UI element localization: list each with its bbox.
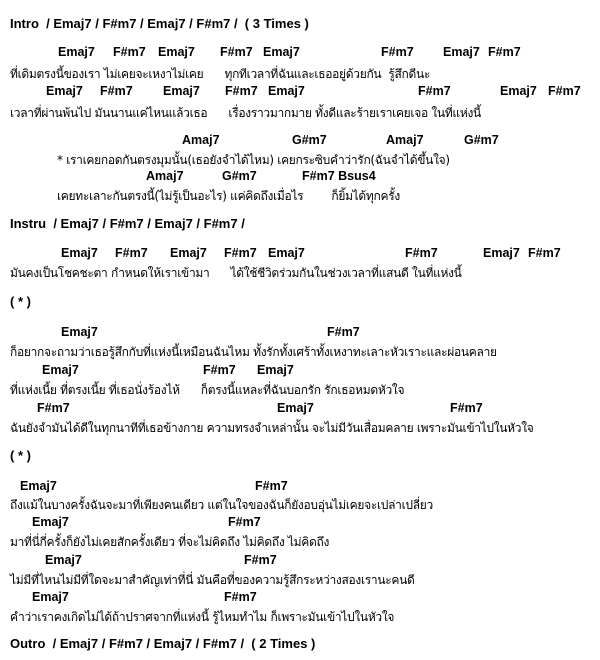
lyric-line: ไม่มีที่ไหนไม่มีที่ใดจะมาสำคัญเท่าที่นี่ มันคือที่ของความรู้สึกระหว่างสองเรานะคนดี [10, 573, 415, 587]
chord: F#m7 [37, 401, 70, 415]
chord: F#m7 [225, 84, 258, 98]
chord: Emaj7 [268, 246, 305, 260]
lyric-line: เวลาที่ผ่านพ้นไป มันนานแค่ไหนแล้วเธอ เรื่องราวมากมาย ทั้งดีและร้ายเราเคยเจอ ในที่แห่งนี้ [10, 106, 481, 120]
chord: F#m7 [115, 246, 148, 260]
chord: Emaj7 [170, 246, 207, 260]
chord: F#m7 [381, 45, 414, 59]
chord: F#m7 [450, 401, 483, 415]
lyric-line: * เราเคยกอดกันตรงมุมนั้น(เธอยังจำได้ไหม) เคยกระซิบคำว่ารัก(ฉันจำได้ขึ้นใจ) [57, 153, 450, 167]
chord: G#m7 [222, 169, 257, 183]
chord: F#m7 [228, 515, 261, 529]
chord: F#m7 [255, 479, 288, 493]
chord: Emaj7 [443, 45, 480, 59]
chord: Emaj7 [46, 84, 83, 98]
chord: Emaj7 [257, 363, 294, 377]
chord: Emaj7 [483, 246, 520, 260]
repeat-chorus-mark: ( * ) [10, 294, 31, 309]
chord: F#m7 [224, 590, 257, 604]
chord: Emaj7 [45, 553, 82, 567]
chord: Emaj7 [61, 325, 98, 339]
chord: F#m7 [418, 84, 451, 98]
chord: Amaj7 [386, 133, 424, 147]
chord: Emaj7 [268, 84, 305, 98]
chord: Emaj7 [500, 84, 537, 98]
lyric-line: มันคงเป็นโชคชะตา กำหนดให้เราเข้ามา ได้ใช้ชีวิตร่วมกันในช่วงเวลาที่แสนดี ในที่แห่งนี้ [10, 266, 462, 280]
chord: Amaj7 [146, 169, 184, 183]
chord: Emaj7 [42, 363, 79, 377]
chord: F#m7 Bsus4 [302, 169, 376, 183]
chord: F#m7 [224, 246, 257, 260]
chord: Emaj7 [163, 84, 200, 98]
chord: Emaj7 [58, 45, 95, 59]
chord: F#m7 [113, 45, 146, 59]
lyric-line: ที่แห่งเนี้ย ที่ตรงเนี้ย ที่เธอนั่งร้องไห้ ก็ตรงนี้แหละที่ฉันบอกรัก รักเธอหมดหัวใจ [10, 383, 405, 397]
chord: Emaj7 [32, 590, 69, 604]
chord: Emaj7 [61, 246, 98, 260]
chord: F#m7 [548, 84, 581, 98]
chord: Emaj7 [20, 479, 57, 493]
chord: F#m7 [100, 84, 133, 98]
outro-line: Outro / Emaj7 / F#m7 / Emaj7 / F#m7 / ( 2 Times ) [10, 636, 316, 651]
chord: F#m7 [220, 45, 253, 59]
chord: Emaj7 [277, 401, 314, 415]
chord: Emaj7 [32, 515, 69, 529]
chord: F#m7 [488, 45, 521, 59]
lyric-line: ที่เดิมตรงนี้ของเรา ไม่เคยจะเหงาไม่เคย ทุกทีเวลาที่ฉันและเธออยู่ด้วยกัน รู้สึกดีนะ [10, 67, 431, 81]
lyric-line: มาที่นี่กี่ครั้งก็ยังไม่เคยสักครั้งเดียว ที่จะไม่คิดถึง ไม่คิดถึง ไม่คิดถึง [10, 535, 330, 549]
lyric-line: คำว่าเราคงเกิดไม่ได้ถ้าปราศจากที่แห่งนี้ รู้ไหมทำไม ก็เพราะมันเข้าไปในหัวใจ [10, 610, 395, 624]
instru-line: Instru / Emaj7 / F#m7 / Emaj7 / F#m7 / [10, 216, 245, 231]
chord: F#m7 [203, 363, 236, 377]
lyric-line: เคยทะเลาะกันตรงนี้(ไม่รู้เป็นอะไร) แค่คิดถึงเมื่อไร ก็ยิ้มได้ทุกครั้ง [57, 189, 400, 203]
chord: G#m7 [292, 133, 327, 147]
chord: Emaj7 [263, 45, 300, 59]
lyric-line: ก็อยากจะถามว่าเธอรู้สึกกับที่แห่งนี้เหมือนฉันไหม ทั้งรักทั้งเศร้าทั้งเหงาทะเลาะหัวเราะและผ่อนคลาย [10, 345, 497, 359]
intro-line: Intro / Emaj7 / F#m7 / Emaj7 / F#m7 / ( 3 Times ) [10, 16, 309, 31]
repeat-chorus-mark: ( * ) [10, 448, 31, 463]
chord: F#m7 [244, 553, 277, 567]
chord: G#m7 [464, 133, 499, 147]
chord: Emaj7 [158, 45, 195, 59]
lyric-line: ถึงแม้ในบางครั้งฉันจะมาที่เพียงคนเดียว แต่ในใจของฉันก็ยังอบอุ่นไม่เคยจะเปล่าเปลี่ยว [10, 498, 433, 512]
chord: Amaj7 [182, 133, 220, 147]
chord: F#m7 [327, 325, 360, 339]
lyric-line: ฉันยังจำมันได้ดีในทุกนาทีที่เธอข้างกาย ความทรงจำเหล่านั้น จะไม่มีวันเสื่อมคลาย เพราะมันเข้าไปในหัวใจ [10, 421, 534, 435]
chord: F#m7 [405, 246, 438, 260]
chord: F#m7 [528, 246, 561, 260]
